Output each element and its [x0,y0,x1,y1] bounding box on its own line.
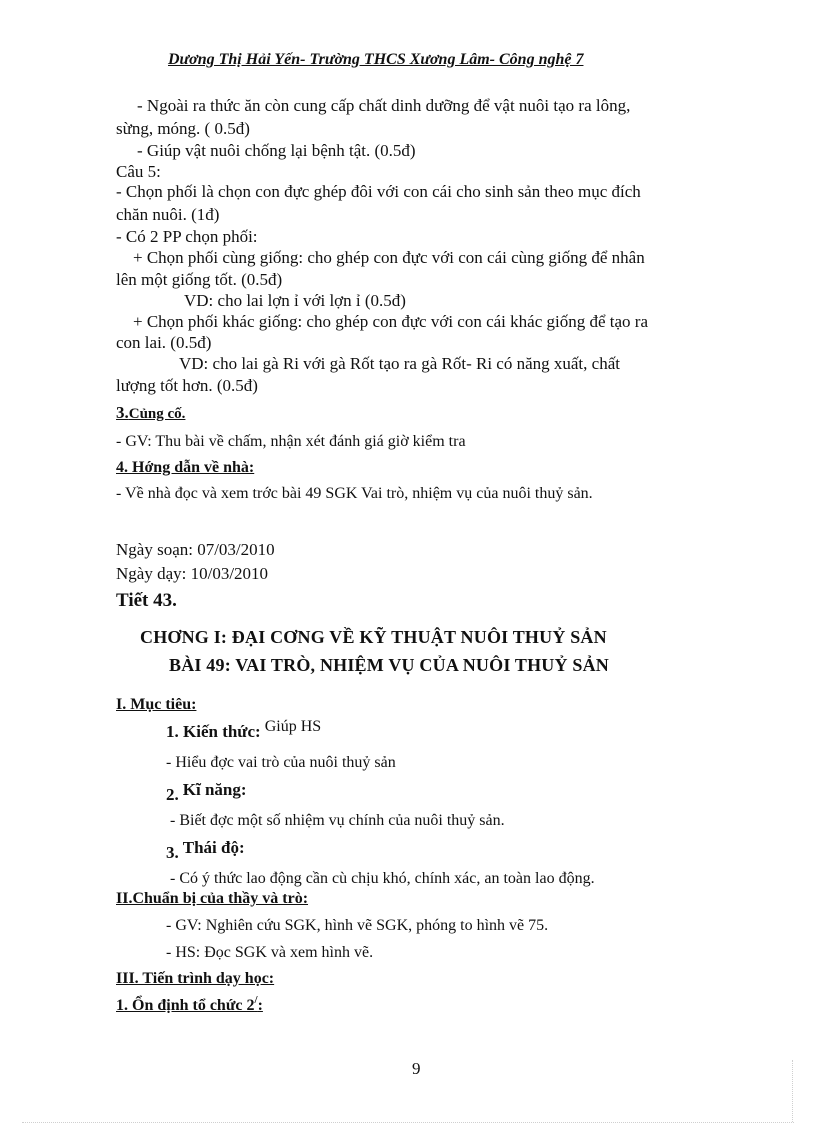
preparation-gv: - GV: Nghiên cứu SGK, hình vẽ SGK, phóng to hình vẽ 75. [166,917,549,934]
page-number: 9 [412,1059,421,1078]
knowledge-heading [166,718,322,741]
skills-number: 2. [166,785,179,804]
section-title: Củng cố. [128,406,186,422]
knowledge-text: - Hiểu đợc vai trò của nuôi thuỷ sản [166,754,396,771]
knowledge-title: 1. Kiến thức: [166,722,261,741]
answer-line: + Chọn phối cùng giống: cho ghép con đực với con cái cùng giống để nhân [133,248,645,267]
example-line: VD: cho lai lợn ỉ với lợn ỉ (0.5đ) [184,291,406,310]
teach-date: Ngày dạy: 10/03/2010 [116,564,269,583]
answer-line: - Có 2 PP chọn phối: [116,227,258,246]
lesson-title: BÀI 49: VAI TRÒ, NHIỆM VỤ CỦA NUÔI THUỶ SẢN [169,655,610,675]
process-title: III. Tiến trình dạy học: [116,970,275,987]
answer-line: con lai. (0.5đ) [116,333,212,352]
answer-line: - Giúp vật nuôi chống lại bệnh tật. (0.5đ) [137,141,416,160]
answer-line: + Chọn phối khác giống: cho ghép con đực với con cái khác giống để tạo ra [133,312,648,331]
attitude-number: 3. [166,843,179,862]
homework-text: - Về nhà đọc và xem trớc bài 49 SGK Vai trò, nhiệm vụ của nuôi thuỷ sản. [116,485,593,502]
consolidate-text: - GV: Thu bài về chấm, nhận xét đánh giá giờ kiểm tra [116,433,466,450]
prep-date: Ngày soạn: 07/03/2010 [116,540,275,559]
answer-line: - Ngoài ra thức ăn còn cung cấp chất dinh dưỡng để vật nuôi tạo ra lông, [137,96,631,115]
step-1-minutes-sup: / [254,994,258,1006]
answer-line: lên một giống tốt. (0.5đ) [116,270,283,289]
answer-line: chăn nuôi. (1đ) [116,205,220,224]
chapter-title: CHƠNG I: ĐẠI CƠNG VỀ KỸ THUẬT NUÔI THUỶ SẢN [140,627,607,647]
answer-line: lượng tốt hơn. (0.5đ) [116,376,258,395]
page-header: Dương Thị Hải Yến- Trường THCS Xương Lâm- Công nghệ 7 [168,51,584,68]
lesson-period: Tiết 43. [116,590,177,611]
attitude-heading [166,838,245,862]
skills-text: - Biết đợc một số nhiệm vụ chính của nuôi thuỷ sản. [170,812,505,829]
attitude-title: Thái độ: [182,838,245,857]
section-number: 3. [116,403,129,422]
skills-heading [166,780,247,804]
step-1-text: 1. Ổn định tổ chức 2 [116,997,255,1014]
section-homework-title: 4. Hớng dẫn về nhà: [116,459,255,476]
page-edge-divider [792,1060,793,1122]
step-1-colon: : [257,997,263,1014]
answer-line: sừng, móng. ( 0.5đ) [116,119,250,138]
skills-title: Kĩ năng: [182,780,247,799]
objectives-title: I. Mục tiêu: [116,696,197,713]
preparation-title: II.Chuẩn bị của thầy và trò: [116,890,309,907]
example-line: VD: cho lai gà Ri với gà Rốt tạo ra gà Rốt- Ri có năng xuất, chất [179,354,620,373]
process-step-1 [116,994,263,1014]
answer-line: - Chọn phối là chọn con đực ghép đôi với con cái cho sinh sản theo mục đích [116,182,641,201]
section-consolidate-title [116,404,185,422]
knowledge-suffix: Giúp HS [264,718,322,735]
question-label: Câu 5: [116,162,161,181]
preparation-hs: - HS: Đọc SGK và xem hình vẽ. [166,944,374,961]
attitude-text: - Có ý thức lao động cần cù chịu khó, chính xác, an toàn lao động. [170,870,595,887]
